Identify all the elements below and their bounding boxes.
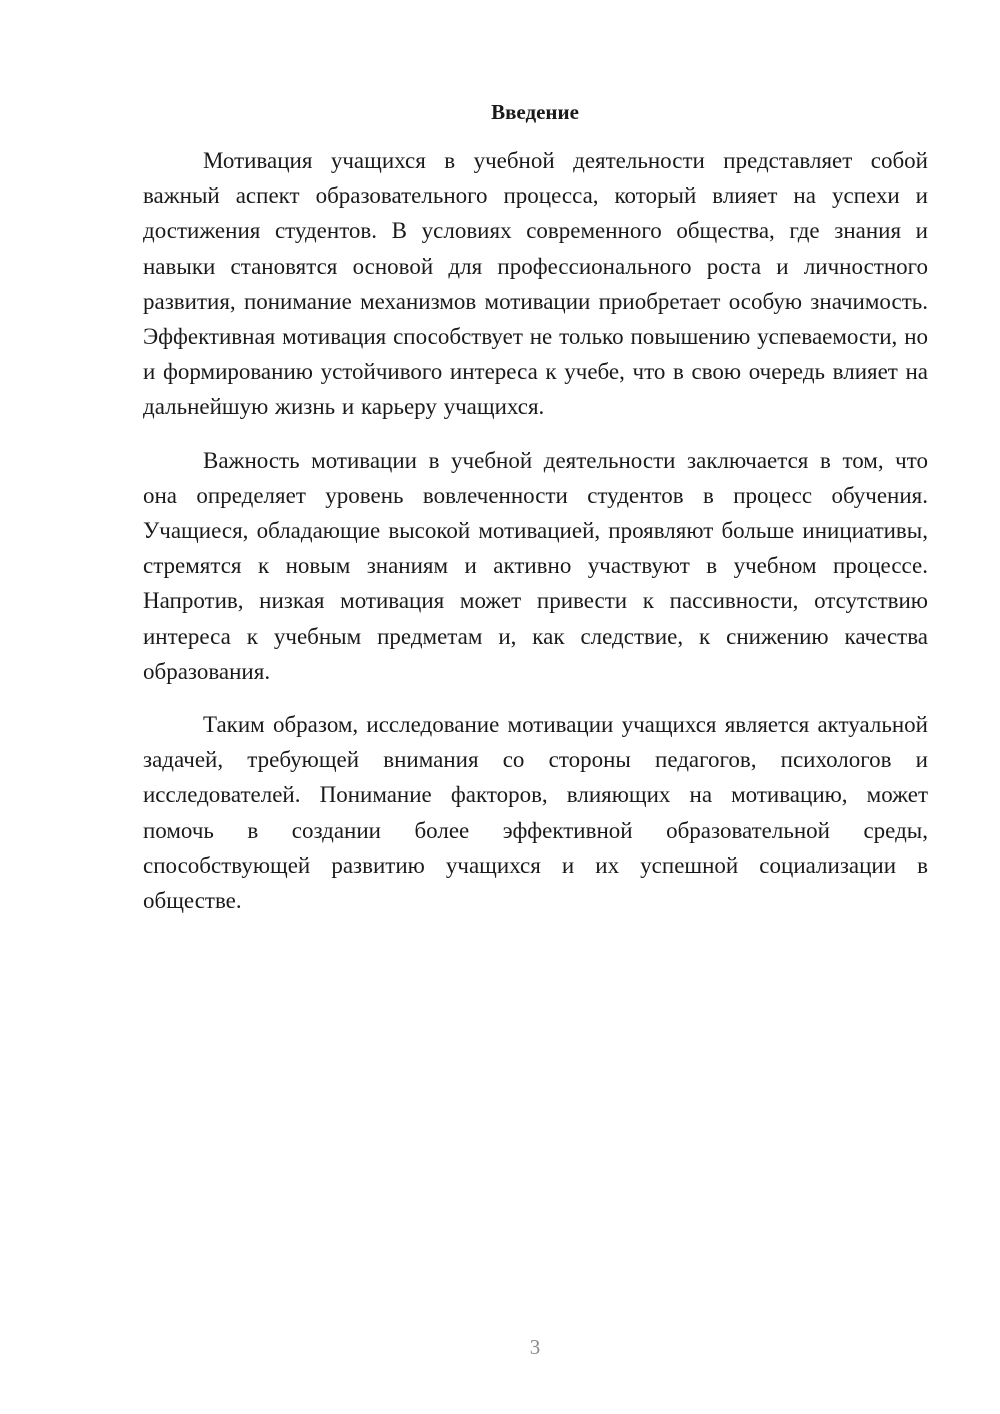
- paragraph-3: Таким образом, исследование мотивации учащихся является актуальной задачей, требующей внимания со стороны педагогов, психологов и исследователей. Понимание факторов, влияющих на мотивацию, может помочь в создании более эффективной образовательной среды, способствующей развитию учащихся и их успешной социализации в обществе.: [143, 712, 928, 914]
- page-number: 3: [529, 1335, 541, 1359]
- section-heading: Введение: [491, 100, 579, 124]
- body-text: [143, 143, 928, 918]
- paragraph-1: Мотивация учащихся в учебной деятельности представляет собой важный аспект образовательного процесса, который влияет на успехи и достижения студентов. В условиях современного общества, где знания и навыки становятся основой для профессионального роста и личностного развития, понимание механизмов мотивации приобретает особую значимость. Эффективная мотивация способствует не только повышению успеваемости, но и формированию устойчивого интереса к учебе, что в свою очередь влияет на дальнейшую жизнь и карьеру учащихся.: [143, 148, 928, 420]
- paragraph-2: Важность мотивации в учебной деятельности заключается в том, что она определяет уровень вовлеченности студентов в процесс обучения. Учащиеся, обладающие высокой мотивацией, проявляют больше инициативы, стремятся к новым знаниям и активно участвуют в учебном процессе. Напротив, низкая мотивация может привести к пассивности, отсутствию интереса к учебным предметам и, как следствие, к снижению качества образования.: [143, 447, 928, 684]
